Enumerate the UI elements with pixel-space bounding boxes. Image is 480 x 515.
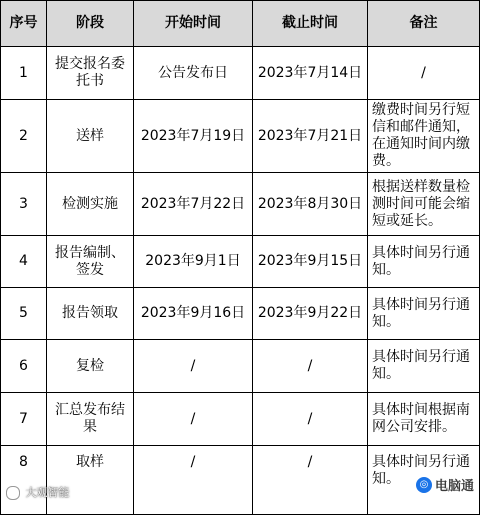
cell-end: / xyxy=(253,340,368,393)
watermark-left-text: 大观智能 xyxy=(25,486,70,499)
table-body xyxy=(1,47,480,515)
cell-note: 缴费时间另行短信和邮件通知，在通知时间内缴费。 xyxy=(368,100,480,173)
cell-note: 具体时间另行通知。 xyxy=(368,288,480,340)
watermark-logo-icon xyxy=(6,486,20,500)
table-row xyxy=(1,340,480,393)
cell-note: 具体时间另行通知。 xyxy=(368,446,480,515)
cell-end: 2023年7月21日 xyxy=(253,100,368,173)
cell-no: 1 xyxy=(1,47,47,100)
cell-end: / xyxy=(253,393,368,446)
cell-stage: 提交报名委托书 xyxy=(47,47,134,100)
header-no: 序号 xyxy=(1,1,47,47)
cell-end: 2023年9月15日 xyxy=(253,236,368,288)
cell-start: 2023年7月19日 xyxy=(134,100,253,173)
table-row xyxy=(1,47,480,100)
cell-start: / xyxy=(134,393,253,446)
table-row xyxy=(1,393,480,446)
table-row xyxy=(1,173,480,236)
cell-start: 2023年9月16日 xyxy=(134,288,253,340)
watermark-right xyxy=(416,475,474,494)
cell-no: 7 xyxy=(1,393,47,446)
cell-no: 2 xyxy=(1,100,47,173)
cell-stage: 报告领取 xyxy=(47,288,134,340)
table-row xyxy=(1,288,480,340)
header-note: 备注 xyxy=(368,1,480,47)
cell-start: 2023年7月22日 xyxy=(134,173,253,236)
cell-no: 5 xyxy=(1,288,47,340)
header-stage: 阶段 xyxy=(47,1,134,47)
cell-stage: 报告编制、签发 xyxy=(47,236,134,288)
watermark-right-text: 电脑通 xyxy=(434,479,474,494)
cell-end: / xyxy=(253,446,368,515)
cell-stage: 检测实施 xyxy=(47,173,134,236)
cell-note: 具体时间另行通知。 xyxy=(368,236,480,288)
table-header xyxy=(1,1,480,47)
header-end: 截止时间 xyxy=(253,1,368,47)
cell-note: 具体时间另行通知。 xyxy=(368,340,480,393)
cell-start: / xyxy=(134,446,253,515)
cell-no: 6 xyxy=(1,340,47,393)
watermark-left xyxy=(6,484,70,500)
cell-note: / xyxy=(368,47,480,100)
cell-no: 3 xyxy=(1,173,47,236)
table-row xyxy=(1,100,480,173)
cell-stage: 取样 xyxy=(47,446,134,515)
cell-end: 2023年7月14日 xyxy=(253,47,368,100)
cell-note: 具体时间根据南网公司安排。 xyxy=(368,393,480,446)
cell-end: 2023年8月30日 xyxy=(253,173,368,236)
header-row xyxy=(1,1,480,47)
cell-stage: 复检 xyxy=(47,340,134,393)
cell-stage: 送样 xyxy=(47,100,134,173)
cell-start: 公告发布日 xyxy=(134,47,253,100)
circle-badge-icon: ◎ xyxy=(416,477,432,493)
cell-stage: 汇总发布结果 xyxy=(47,393,134,446)
cell-no: 4 xyxy=(1,236,47,288)
cell-start: / xyxy=(134,340,253,393)
header-start: 开始时间 xyxy=(134,1,253,47)
table-row xyxy=(1,446,480,515)
cell-no: 8 xyxy=(1,446,47,515)
cell-end: 2023年9月22日 xyxy=(253,288,368,340)
table-row xyxy=(1,236,480,288)
cell-note: 根据送样数量检测时间可能会缩短或延长。 xyxy=(368,173,480,236)
cell-start: 2023年9月1日 xyxy=(134,236,253,288)
